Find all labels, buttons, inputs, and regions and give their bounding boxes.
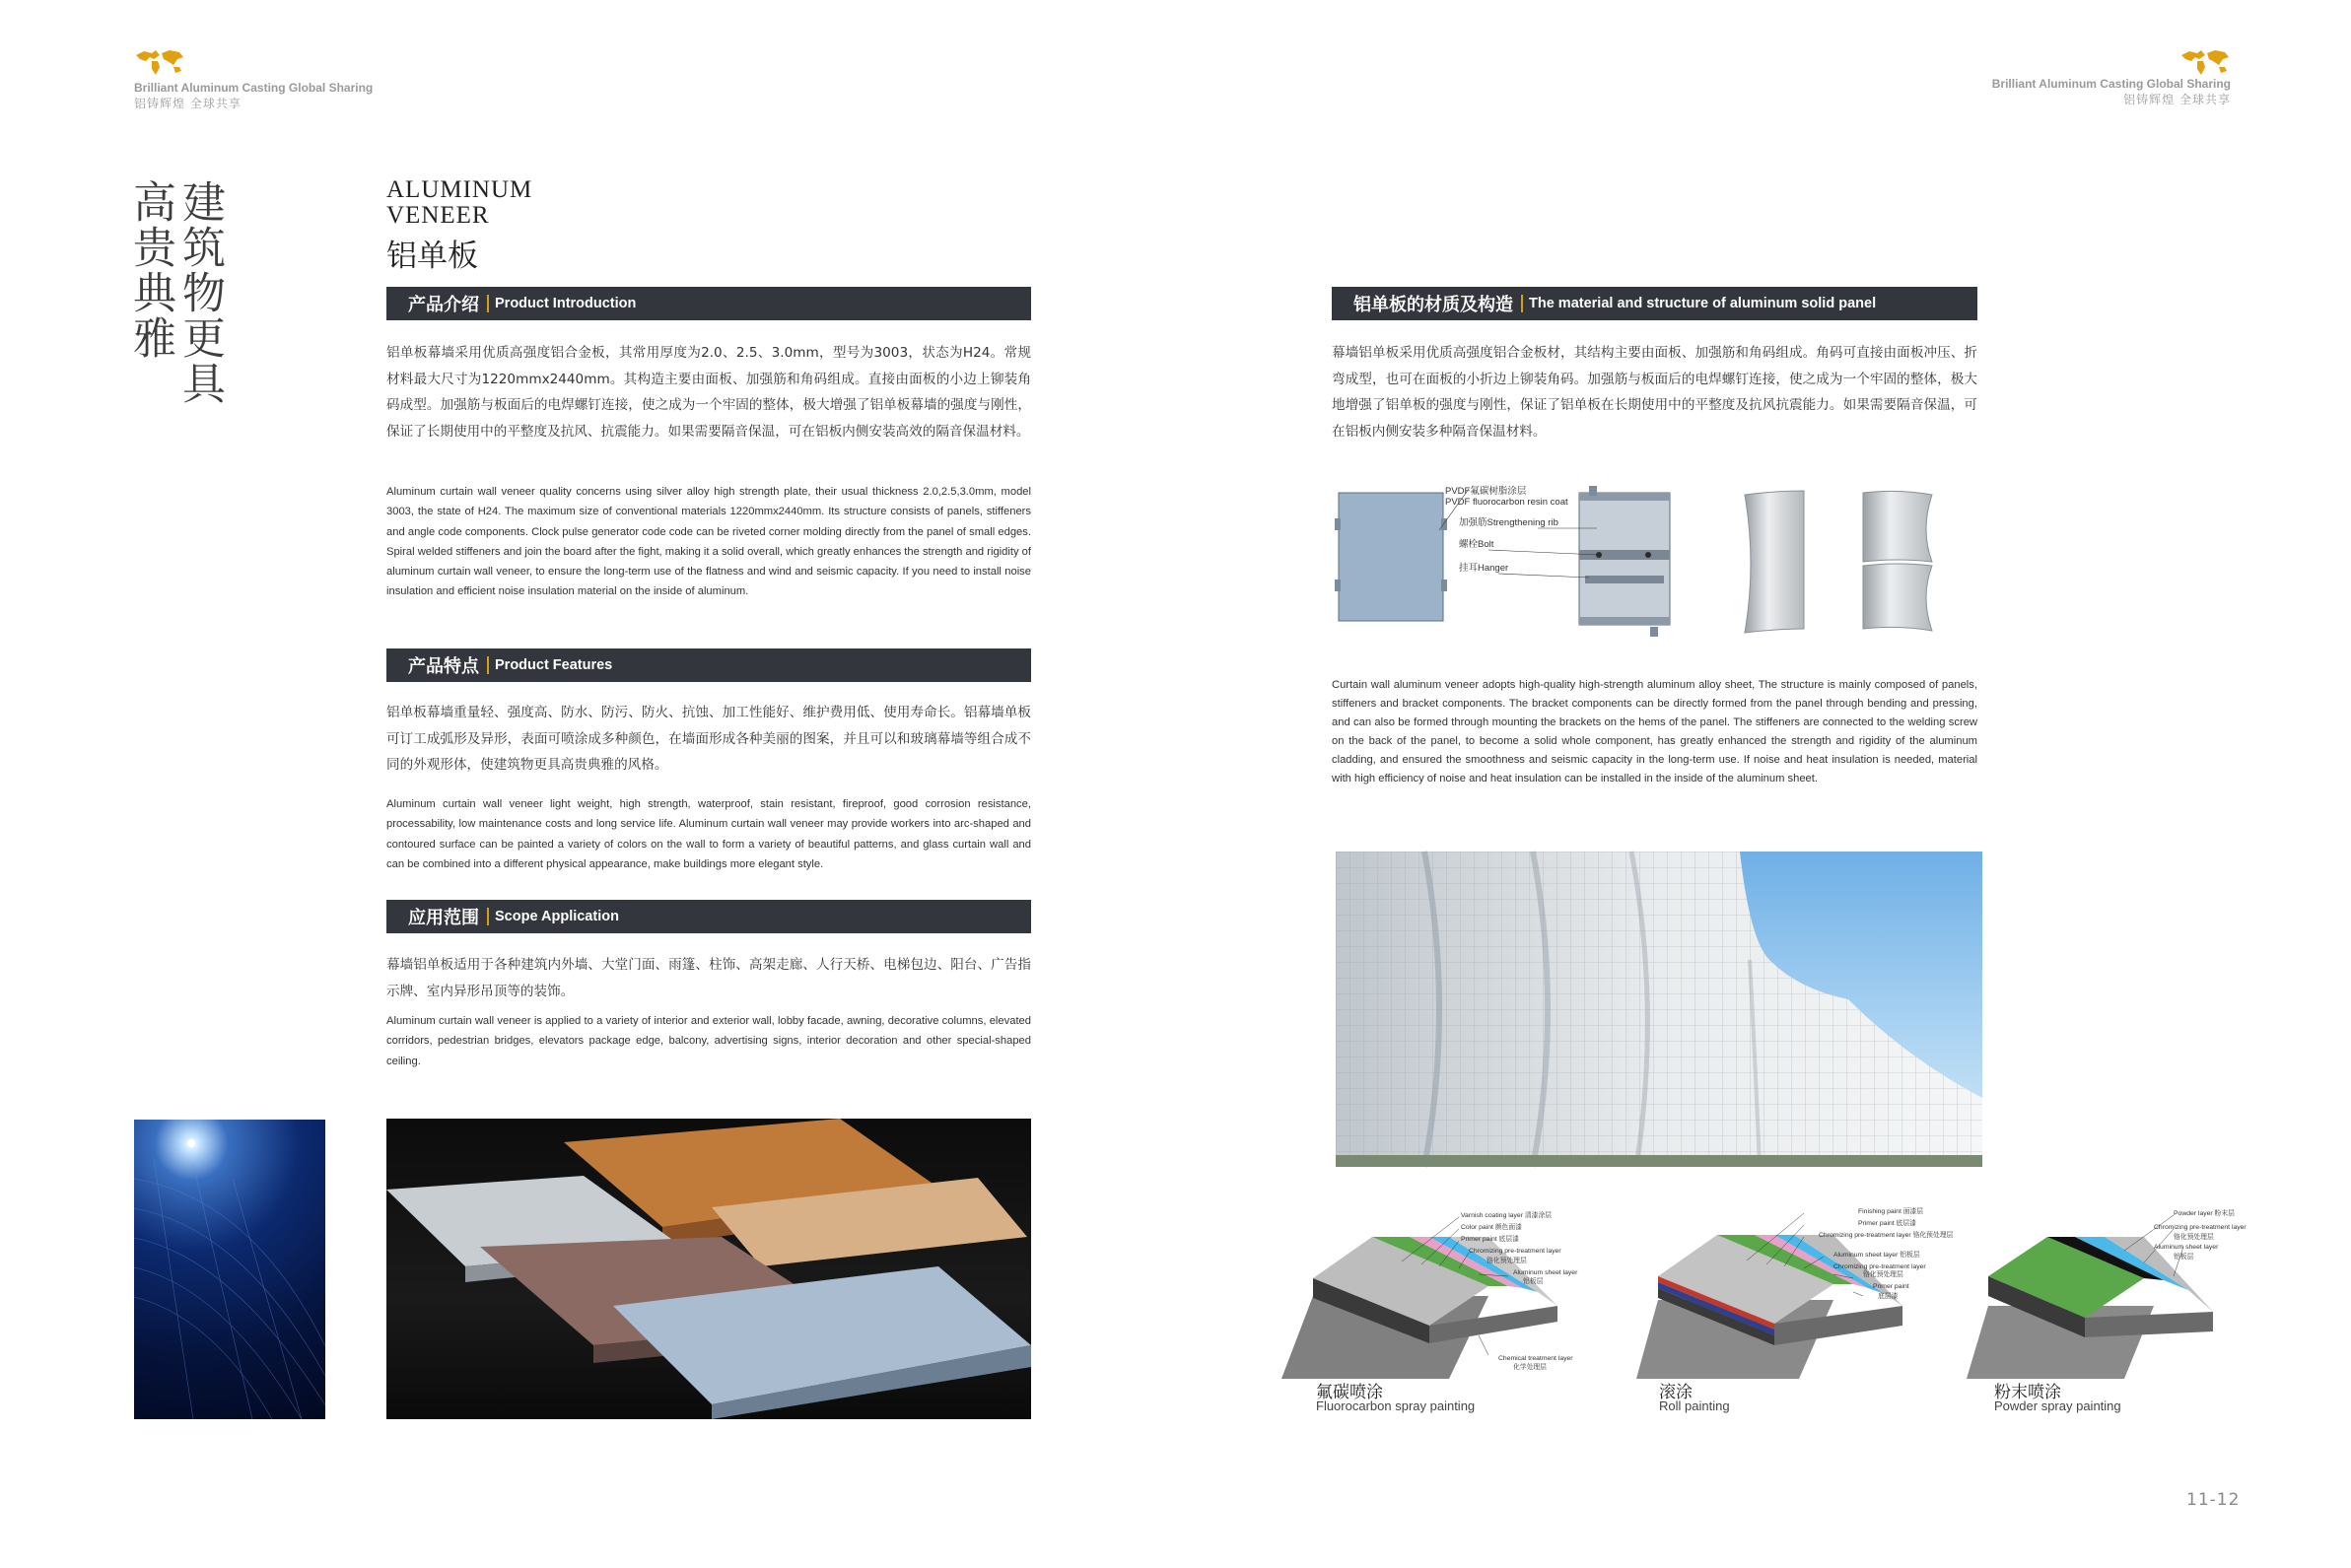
world-map-logo-icon — [2179, 47, 2231, 77]
section-bar-material — [1332, 287, 1977, 320]
brand-left — [134, 47, 373, 111]
material-text-cn: 幕墙铝单板采用优质高强度铝合金板材，其结构主要由面板、加强筋和角码组成。角码可直接由面板冲压、折弯成型，也可在面板的小折边上铆装角码。加强筋与板面后的电焊螺钉连接，使之成为一个牢固的整体，极大地增强了铝单板的强度与刚性，保证了铝单板在长期使用中的平整度及抗风抗震能力。如果需要隔音保温，可在铝板内侧安装多种隔音保温材料。 — [1332, 345, 1977, 440]
coating-caption-en: Powder spray painting — [1994, 1398, 2121, 1413]
aluminum-panels-photo — [386, 1119, 1031, 1419]
layer-label: Primer paint 底层漆 — [1461, 1236, 1519, 1243]
roll-layers-graphic — [1656, 1207, 1954, 1380]
layer-label: 化学处理层 — [1513, 1364, 1547, 1371]
section-title-en: Scope Application — [495, 909, 619, 924]
section-title-cn: 产品介绍 — [408, 295, 479, 315]
title-separator — [487, 656, 489, 674]
section-bar-intro — [386, 287, 1031, 320]
title-line-2: VENEER — [386, 202, 490, 229]
page-title-cn: 铝单板 — [386, 239, 478, 274]
layer-label: Color paint 颜色面漆 — [1461, 1224, 1522, 1231]
panel-structure-diagram — [1331, 481, 1981, 639]
section-title-cn: 应用范围 — [408, 908, 479, 928]
features-text-en: Aluminum curtain wall veneer light weight, high strength, waterproof, stain resistant, fireproof, good corrosion resistance, processability, low maintenance costs and long service life. Aluminum curtain wall veneer may provide workers into arc-shaped and contoured surface can be painted a variety of colors on the wall to form a variety of beautiful patterns, and glass curtain wall and can be combined into a different physical appearance, make buildings more elegant style. — [386, 798, 1031, 870]
layer-label: Primer paint 底层漆 — [1858, 1220, 1916, 1227]
scope-text-en: Aluminum curtain wall veneer is applied to a variety of interior and exterior wall, lobby facade, awning, decorative columns, elevated corridors, pedestrian bridges, elevators package edge, balcony, advertising signs, interior decoration and other special-shaped ceiling. — [386, 1015, 1031, 1067]
features-text-cn: 铝单板幕墙重量轻、强度高、防水、防污、防火、抗蚀、加工性能好、维护费用低、使用寿命长。铝幕墙单板可订工成弧形及异形，表面可喷涂成多种颜色，在墙面形成各种美丽的图案，并且可以和玻璃幕墙等组合成不同的外观形体，使建筑物更具高贵典雅的风格。 — [386, 705, 1031, 773]
layer-label: Chromizing pre-treatment layer 铬化预处理层 — [1819, 1232, 1954, 1239]
layer-label: Chemical treatment layer — [1498, 1355, 1573, 1362]
layer-label: Aluminum sheet layer — [1513, 1269, 1578, 1276]
blue-tech-image — [134, 1120, 325, 1419]
coating-caption-cn: 氟碳喷涂 — [1316, 1383, 1383, 1402]
section-title-cn: 产品特点 — [408, 656, 479, 677]
section-title-en: Product Introduction — [495, 296, 637, 311]
layer-label: Aluminum sheet layer 铝板层 — [1833, 1252, 1920, 1259]
tech-grid-graphic — [134, 1120, 325, 1419]
brand-slogan-en: Brilliant Aluminum Casting Global Sharing — [134, 81, 374, 95]
section-bar-scope — [386, 900, 1031, 933]
layer-label: Chromizing pre-treatment layer — [1833, 1263, 1926, 1270]
layer-label: Chromizing pre-treatment layer — [1469, 1248, 1561, 1255]
curved-building-photo — [1336, 852, 1982, 1167]
coating-caption-en: Fluorocarbon spray painting — [1316, 1398, 1476, 1413]
label-pvdf-en: PVDF fluorocarbon resin coat — [1445, 497, 1568, 508]
layer-label: Aluminum sheet layer — [2154, 1244, 2219, 1251]
coating-diagram-powder — [1986, 1207, 2262, 1380]
brand-right — [1992, 47, 2231, 107]
material-text-en: Curtain wall aluminum veneer adopts high-quality high-strength aluminum alloy sheet, The structure is mainly composed of panels, stiffeners and bracket components. The bracket components can be directly formed from the panel through bending and pressing, and can also be formed through mounting the brackets on the hems of the panel. The stiffeners are connected to the welding screw on the back of the panel, to become a solid whole component, has greatly enhanced the strength and rigidity of the aluminum cladding, and ensured the smoothness and seismic capacity in the long-term use. If noise and heat insulation is needed, material with high efficiency of noise and heat insulation can be installed in the inside of the aluminum sheet. — [1332, 679, 1977, 784]
page-number: 11-12 — [2186, 1490, 2241, 1510]
section-title-en: The material and structure of aluminum solid panel — [1529, 296, 1877, 311]
vertical-slogan — [125, 179, 225, 406]
layer-label: Powder layer 粉末层 — [2174, 1210, 2235, 1217]
coating-caption-en: Roll painting — [1659, 1398, 1730, 1413]
coating-caption-cn: 粉末喷涂 — [1994, 1383, 2061, 1402]
brand-slogan-cn: 铝铸辉煌 全球共享 — [2123, 93, 2231, 106]
layer-label: 铬化预处理层 — [2174, 1234, 2214, 1241]
intro-text-cn: 铝单板幕墙采用优质高强度铝合金板，其常用厚度为2.0、2.5、3.0mm，型号为3003，状态为H24。常规材料最大尺寸为1220mmx2440mm。其构造主要由面板、加强筋和角码组成。直接由面板的小边上铆装角码成型。加强筋与板面后的电焊螺钉连接，使之成为一个牢固的整体，极大增强了铝单板幕墙的强度与刚性，保证了长期使用中的平整度及抗风、抗震能力。如果需要隔音保温，可在铝板内侧安装高效的隔音保温材料。 — [386, 345, 1031, 440]
title-separator — [487, 295, 489, 312]
layer-label: Varnish coating layer 清漆涂层 — [1461, 1212, 1553, 1219]
powder-layers-graphic — [1986, 1207, 2262, 1380]
slogan-column-2: 高贵典雅 — [125, 179, 175, 361]
layer-label: Primer paint — [1873, 1283, 1909, 1290]
layer-label: 铬化预处理层 — [1863, 1271, 1903, 1278]
section-title-cn: 铝单板的材质及构造 — [1353, 295, 1513, 315]
fluorocarbon-layers-graphic — [1311, 1207, 1587, 1380]
brand-slogan-en: Brilliant Aluminum Casting Global Sharing — [1991, 77, 2231, 91]
label-hanger: 挂耳Hanger — [1459, 563, 1509, 574]
intro-text-en: Aluminum curtain wall veneer quality concerns using silver alloy high strength plate, their usual thickness 2.0,2.5,3.0mm, model 3003, the state of H24. The maximum size of conventional materials 1220mmx2440mm. Its structure consists of panels, stiffeners and angle code components. Clock pulse generator code code can be riveted corner molding directly from the panel of small edges. Spiral welded stiffeners and join the board after the fight, making it a solid overall, which greatly enhances the strength and rigidity of aluminum curtain wall veneer, to ensure the long-term use of the flatness and wind and seismic capacity. If you need to install noise insulation and efficient noise insulation material on the inside of aluminum. — [386, 486, 1032, 598]
layer-label: Chromizing pre-treatment layer — [2154, 1224, 2247, 1231]
page-title-en — [386, 177, 532, 229]
panel-samples-graphic — [386, 1119, 1031, 1419]
title-line-1: ALUMINUM — [386, 176, 533, 203]
title-separator — [487, 908, 489, 925]
layer-label: 铝板层 — [2174, 1254, 2194, 1261]
panel-diagram-graphic — [1331, 481, 1981, 639]
layer-label: 底层漆 — [1878, 1293, 1899, 1300]
label-bolt: 螺栓Bolt — [1459, 539, 1494, 550]
coating-diagram-roll — [1656, 1207, 1954, 1380]
brand-slogan-cn: 铝铸辉煌 全球共享 — [134, 97, 242, 110]
section-title-en: Product Features — [495, 657, 613, 673]
building-facade-graphic — [1336, 852, 1982, 1167]
slogan-column-1: 建筑物更具 — [174, 179, 225, 406]
layer-label: 铝板层 — [1523, 1278, 1544, 1285]
label-rib: 加强筋Strengthening rib — [1459, 517, 1558, 528]
layer-label: 铬化预处理层 — [1487, 1258, 1527, 1264]
label-pvdf-cn: PVDF氟碳树脂涂层 — [1445, 486, 1527, 497]
coating-diagram-fluorocarbon — [1311, 1207, 1587, 1380]
layer-label: Finishing paint 面漆层 — [1858, 1208, 1924, 1215]
title-separator — [1521, 295, 1523, 312]
section-bar-features — [386, 648, 1031, 682]
world-map-logo-icon — [134, 47, 185, 77]
coating-caption-cn: 滚涂 — [1659, 1383, 1693, 1402]
scope-text-cn: 幕墙铝单板适用于各种建筑内外墙、大堂门面、雨篷、柱饰、高架走廊、人行天桥、电梯包边、阳台、广告指示牌、室内异形吊顶等的装饰。 — [386, 957, 1031, 999]
